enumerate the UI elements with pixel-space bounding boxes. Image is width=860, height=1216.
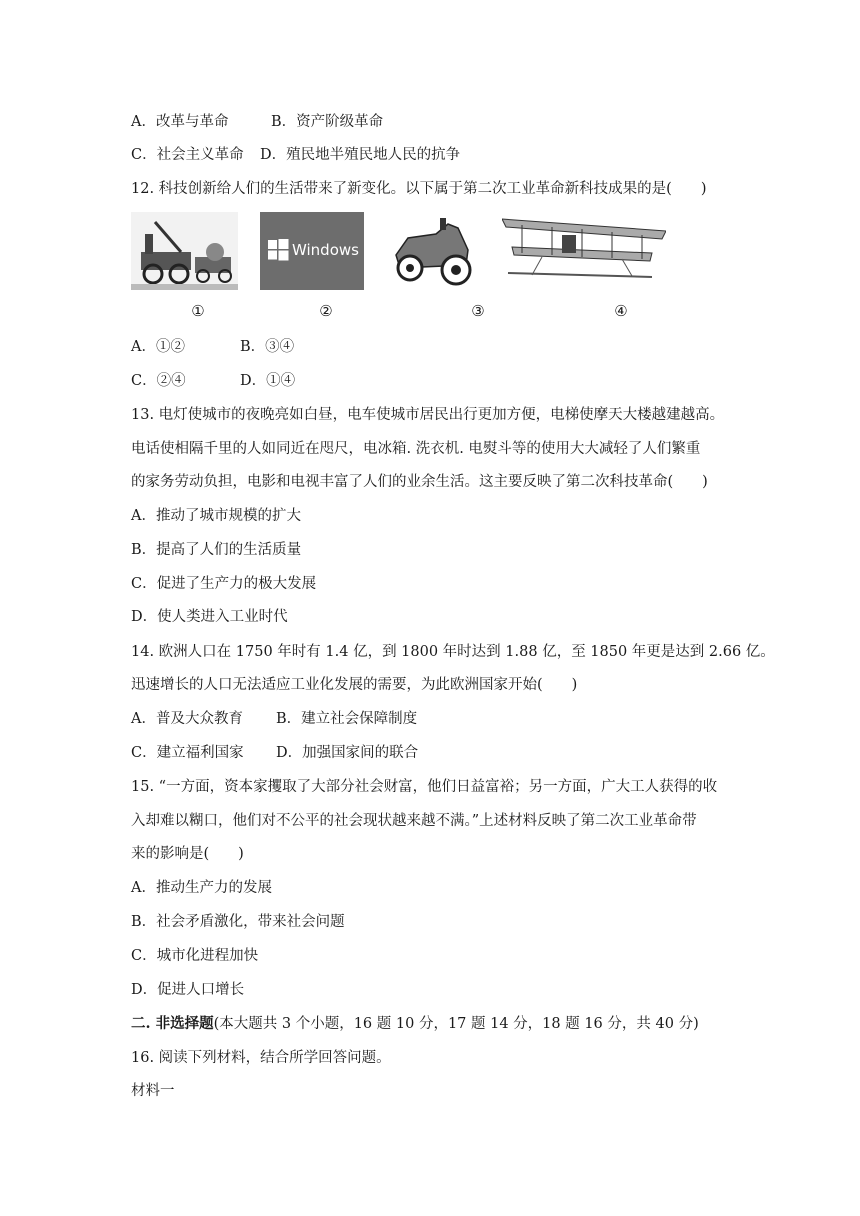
windows-logo-image — [260, 212, 364, 290]
q14-option-c[interactable]: C．建立福利国家 — [131, 745, 244, 761]
image-number-4: ④ — [614, 302, 628, 320]
q14-stem-line1: 14. 欧洲人口在 1750 年时有 1.4 亿，到 1800 年时达到 1.88 亿，至 1850 年更是达到 2.66 亿。 — [131, 644, 775, 660]
q13-option-c[interactable]: C．促进了生产力的极大发展 — [131, 576, 317, 592]
q12-options-row1 — [131, 337, 735, 357]
q13-option-d[interactable]: D．使人类进入工业时代 — [131, 609, 288, 625]
q12-option-a[interactable]: A．①② — [131, 339, 185, 355]
q12-option-b[interactable]: B．③④ — [240, 339, 295, 355]
q13-stem-line2: 电话使相隔千里的人如同近在咫尺，电冰箱. 洗衣机. 电熨斗等的使用大大减轻了人们繁重 — [131, 441, 701, 457]
q15-option-c[interactable]: C．城市化进程加快 — [131, 948, 259, 964]
q14-option-b[interactable]: B．建立社会保障制度 — [276, 711, 418, 727]
q14-option-d[interactable]: D．加强国家间的联合 — [276, 745, 419, 761]
section2-note: (本大题共 3 个小题，16 题 10 分，17 题 14 分，18 题 16 分，共 40 分) — [213, 1016, 699, 1032]
q16-material-label: 材料一 — [131, 1083, 175, 1099]
section2-heading-line — [131, 1014, 735, 1034]
image-number-1: ① — [191, 302, 205, 320]
q11-option-c[interactable]: C．社会主义革命 — [131, 147, 244, 163]
q15-stem-line1: 15. “一方面，资本家攫取了大部分社会财富，他们日益富裕；另一方面，广大工人获得的收 — [131, 779, 718, 795]
q13-option-a[interactable]: A．推动了城市规模的扩大 — [131, 508, 301, 524]
q12-options-row2 — [131, 371, 735, 391]
section2-heading: 二. 非选择题 — [131, 1015, 214, 1032]
q14-stem-line2: 迅速增长的人口无法适应工业化发展的需要，为此欧洲国家开始( ) — [131, 677, 578, 693]
q13-stem-line3: 的家务劳动负担，电影和电视丰富了人们的业余生活。这主要反映了第二次科技革命( ) — [131, 474, 708, 490]
q11-option-d[interactable]: D．殖民地半殖民地人民的抗争 — [260, 147, 461, 163]
q14-options-row2 — [131, 743, 735, 763]
q14-options-row1 — [131, 709, 735, 729]
image-number-2: ② — [319, 302, 333, 320]
q11-options-row1 — [131, 112, 735, 132]
q11-option-b[interactable]: B．资产阶级革命 — [271, 114, 384, 130]
q13-option-b[interactable]: B．提高了人们的生活质量 — [131, 542, 302, 558]
q15-option-b[interactable]: B．社会矛盾激化，带来社会问题 — [131, 914, 345, 930]
q11-options-row2 — [131, 145, 735, 165]
q15-stem-line2: 入却难以糊口，他们对不公平的社会现状越来越不满。”上述材料反映了第二次工业革命带 — [131, 813, 697, 829]
q13-stem-line1: 13. 电灯使城市的夜晚亮如白昼，电车使城市居民出行更加方便，电梯使摩天大楼越建越高。 — [131, 407, 725, 423]
q11-option-a[interactable]: A．改革与革命 — [131, 114, 229, 130]
early-airplane-image — [502, 213, 666, 288]
q12-option-c[interactable]: C．②④ — [131, 373, 186, 389]
q15-stem-line3: 来的影响是( ) — [131, 846, 244, 862]
q14-option-a[interactable]: A．普及大众教育 — [131, 711, 243, 727]
q15-option-d[interactable]: D．促进人口增长 — [131, 982, 245, 998]
q12-stem: 12. 科技创新给人们的生活带来了新变化。以下属于第二次工业革命新科技成果的是( ) — [131, 181, 707, 197]
vintage-car-image — [386, 210, 478, 292]
windows-text: Windows — [292, 241, 359, 259]
steam-locomotive-image — [131, 212, 238, 290]
q15-option-a[interactable]: A．推动生产力的发展 — [131, 880, 272, 896]
image-number-3: ③ — [471, 302, 485, 320]
q16-stem: 16. 阅读下列材料，结合所学回答问题。 — [131, 1050, 391, 1066]
q12-option-d[interactable]: D．①④ — [240, 373, 296, 389]
